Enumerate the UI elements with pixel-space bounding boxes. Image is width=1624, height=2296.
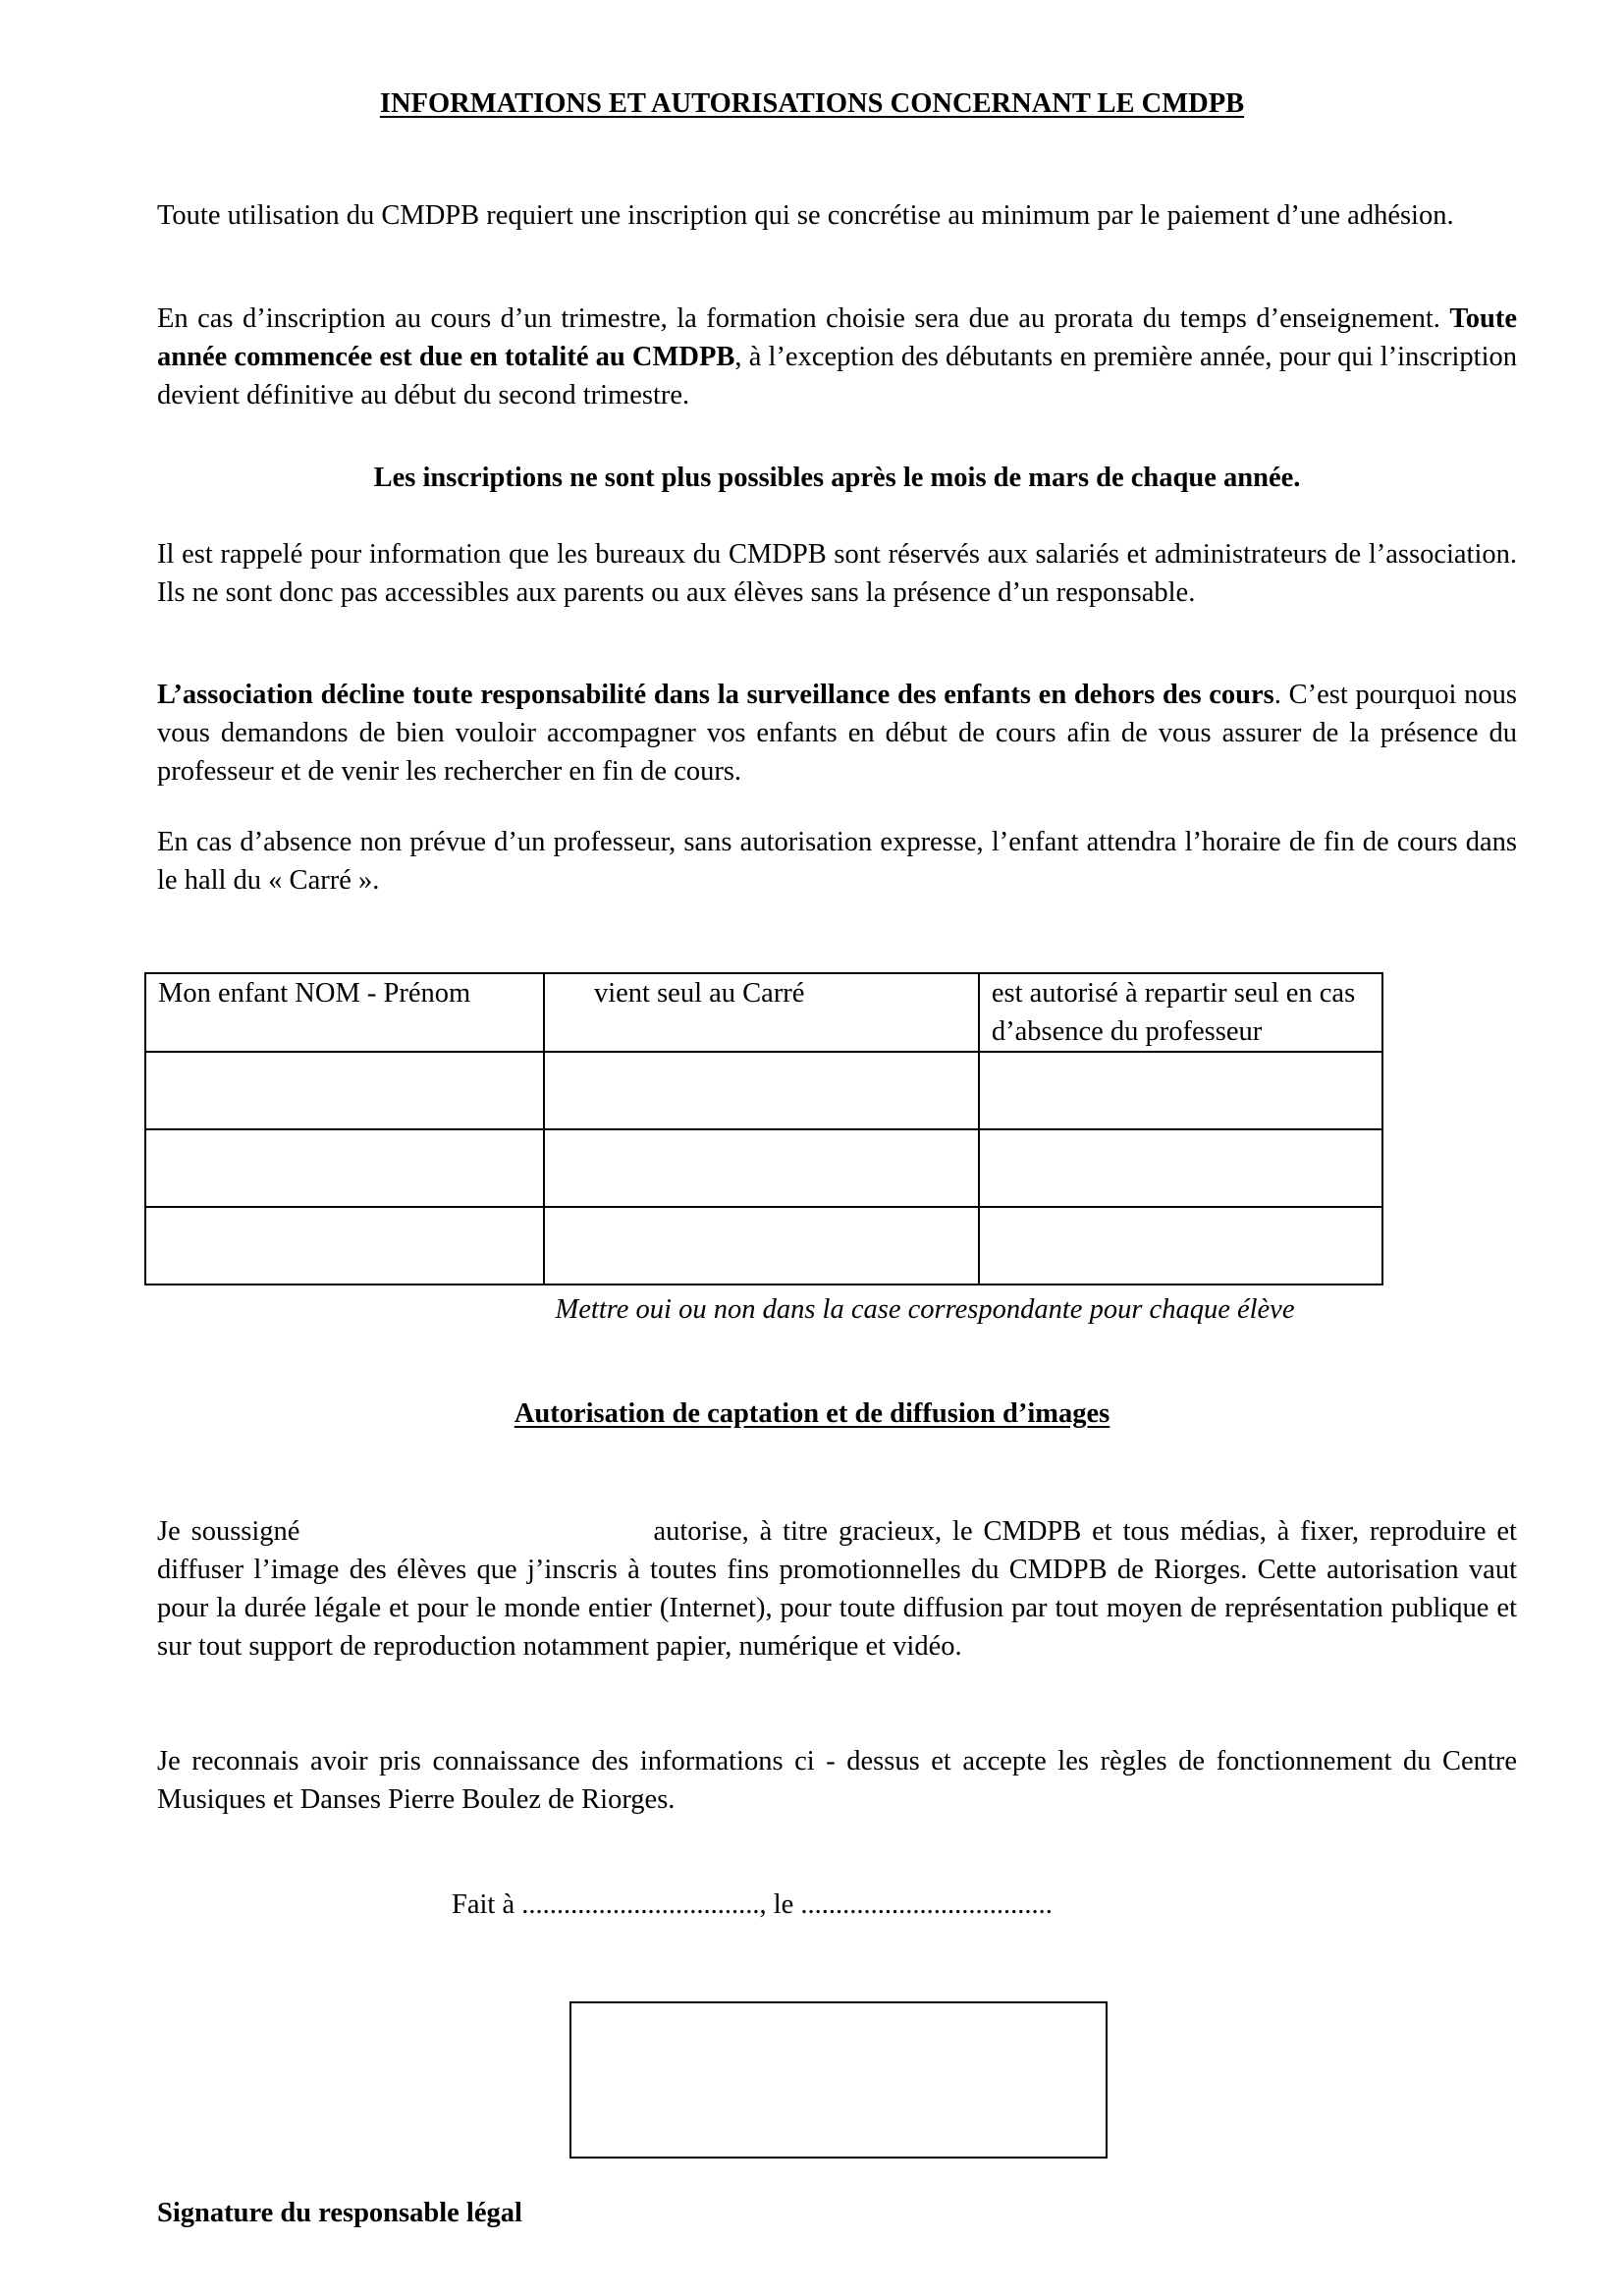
table-cell-name[interactable] — [145, 1207, 544, 1285]
table-cell-name[interactable] — [145, 1052, 544, 1129]
authorization-table — [144, 972, 1383, 1285]
table-row — [145, 1052, 1382, 1129]
signature-box[interactable] — [569, 2001, 1108, 2159]
table-header-row — [145, 973, 1382, 1052]
paragraph-responsabilite-bold: L’association décline toute responsabilité dans la surveillance des enfants en dehors des cours — [157, 680, 1274, 710]
table-header-child-name: Mon enfant NOM - Prénom — [145, 973, 544, 1052]
paragraph-bureaux: Il est rappelé pour information que les bureaux du CMDPB sont réservés aux salariés et administrateurs de l’association. Ils ne sont donc pas accessibles aux parents ou aux élèves sans la présence d’un responsable. — [157, 539, 1517, 608]
table-row — [145, 1207, 1382, 1285]
paragraph-image-authorization — [157, 1512, 1517, 1666]
table-cell-leaves-alone[interactable] — [979, 1129, 1382, 1207]
paragraph-absence: En cas d’absence non prévue d’un professeur, sans autorisation expresse, l’enfant attendra l’horaire de fin de cours dans le hall du « Carré ». — [157, 827, 1517, 896]
table-note: Mettre oui ou non dans la case correspondante pour chaque élève — [555, 1294, 1295, 1325]
paragraph-inscription-part2: , à l’exception des débutants en première année, pour qui l’inscription devient définitive au début du second trimestre. — [157, 342, 1518, 410]
paragraph-mars-deadline: Les inscriptions ne sont plus possibles après le mois de mars de chaque année. — [373, 463, 1301, 493]
place-date-line: Fait à .................................., le .................................... — [452, 1889, 1053, 1920]
table-cell-comes-alone[interactable] — [544, 1129, 979, 1207]
table-header-leaves-alone: est autorisé à repartir seul en cas d’absence du professeur — [979, 973, 1382, 1052]
paragraph-adhesion: Toute utilisation du CMDPB requiert une inscription qui se concrétise au minimum par le paiement d’une adhésion. — [157, 200, 1454, 231]
page-title: INFORMATIONS ET AUTORISATIONS CONCERNANT LE CMDPB — [379, 88, 1245, 119]
table-row — [145, 1129, 1382, 1207]
paragraph-inscription — [157, 300, 1517, 414]
paragraph-inscription-part1: En cas d’inscription au cours d’un trimestre, la formation choisie sera due au prorata du temps d’enseignement. — [157, 303, 1450, 334]
paragraph-responsabilite-rest: . C’est pourquoi nous vous demandons de bien vouloir accompagner vos enfants en début de cours afin de vous assurer de la présence du professeur et de venir les rechercher en fin de cours. — [157, 680, 1517, 787]
paragraph-responsabilite — [157, 676, 1517, 791]
paragraph-image-start: Je soussigné — [157, 1516, 300, 1547]
table-cell-comes-alone[interactable] — [544, 1207, 979, 1285]
table-cell-comes-alone[interactable] — [544, 1052, 979, 1129]
table-cell-name[interactable] — [145, 1129, 544, 1207]
section-title-images: Autorisation de captation et de diffusion d’images — [514, 1398, 1110, 1429]
table-header-comes-alone: vient seul au Carré — [544, 973, 979, 1052]
paragraph-image-rest: autorise, à titre gracieux, le CMDPB et tous médias, à fixer, reproduire et diffuser l’image des élèves que j’inscris à toutes fins promotionnelles du CMDPB de Riorges. Cette autorisation vaut pour la durée légale et pour le monde entier (Internet), pour toute diffusion par tout moyen de représentation publique et sur tout support de reproduction notamment papier, numérique et vidéo. — [157, 1516, 1517, 1662]
paragraph-acknowledgement: Je reconnais avoir pris connaissance des informations ci - dessus et accepte les règles de fonctionnement du Centre Musiques et Danses Pierre Boulez de Riorges. — [157, 1746, 1517, 1815]
signature-label: Signature du responsable légal — [157, 2198, 522, 2228]
table-cell-leaves-alone[interactable] — [979, 1207, 1382, 1285]
table-cell-leaves-alone[interactable] — [979, 1052, 1382, 1129]
paragraph-inscription-bold: Toute année commencée est due en totalité au CMDPB — [157, 303, 1517, 372]
